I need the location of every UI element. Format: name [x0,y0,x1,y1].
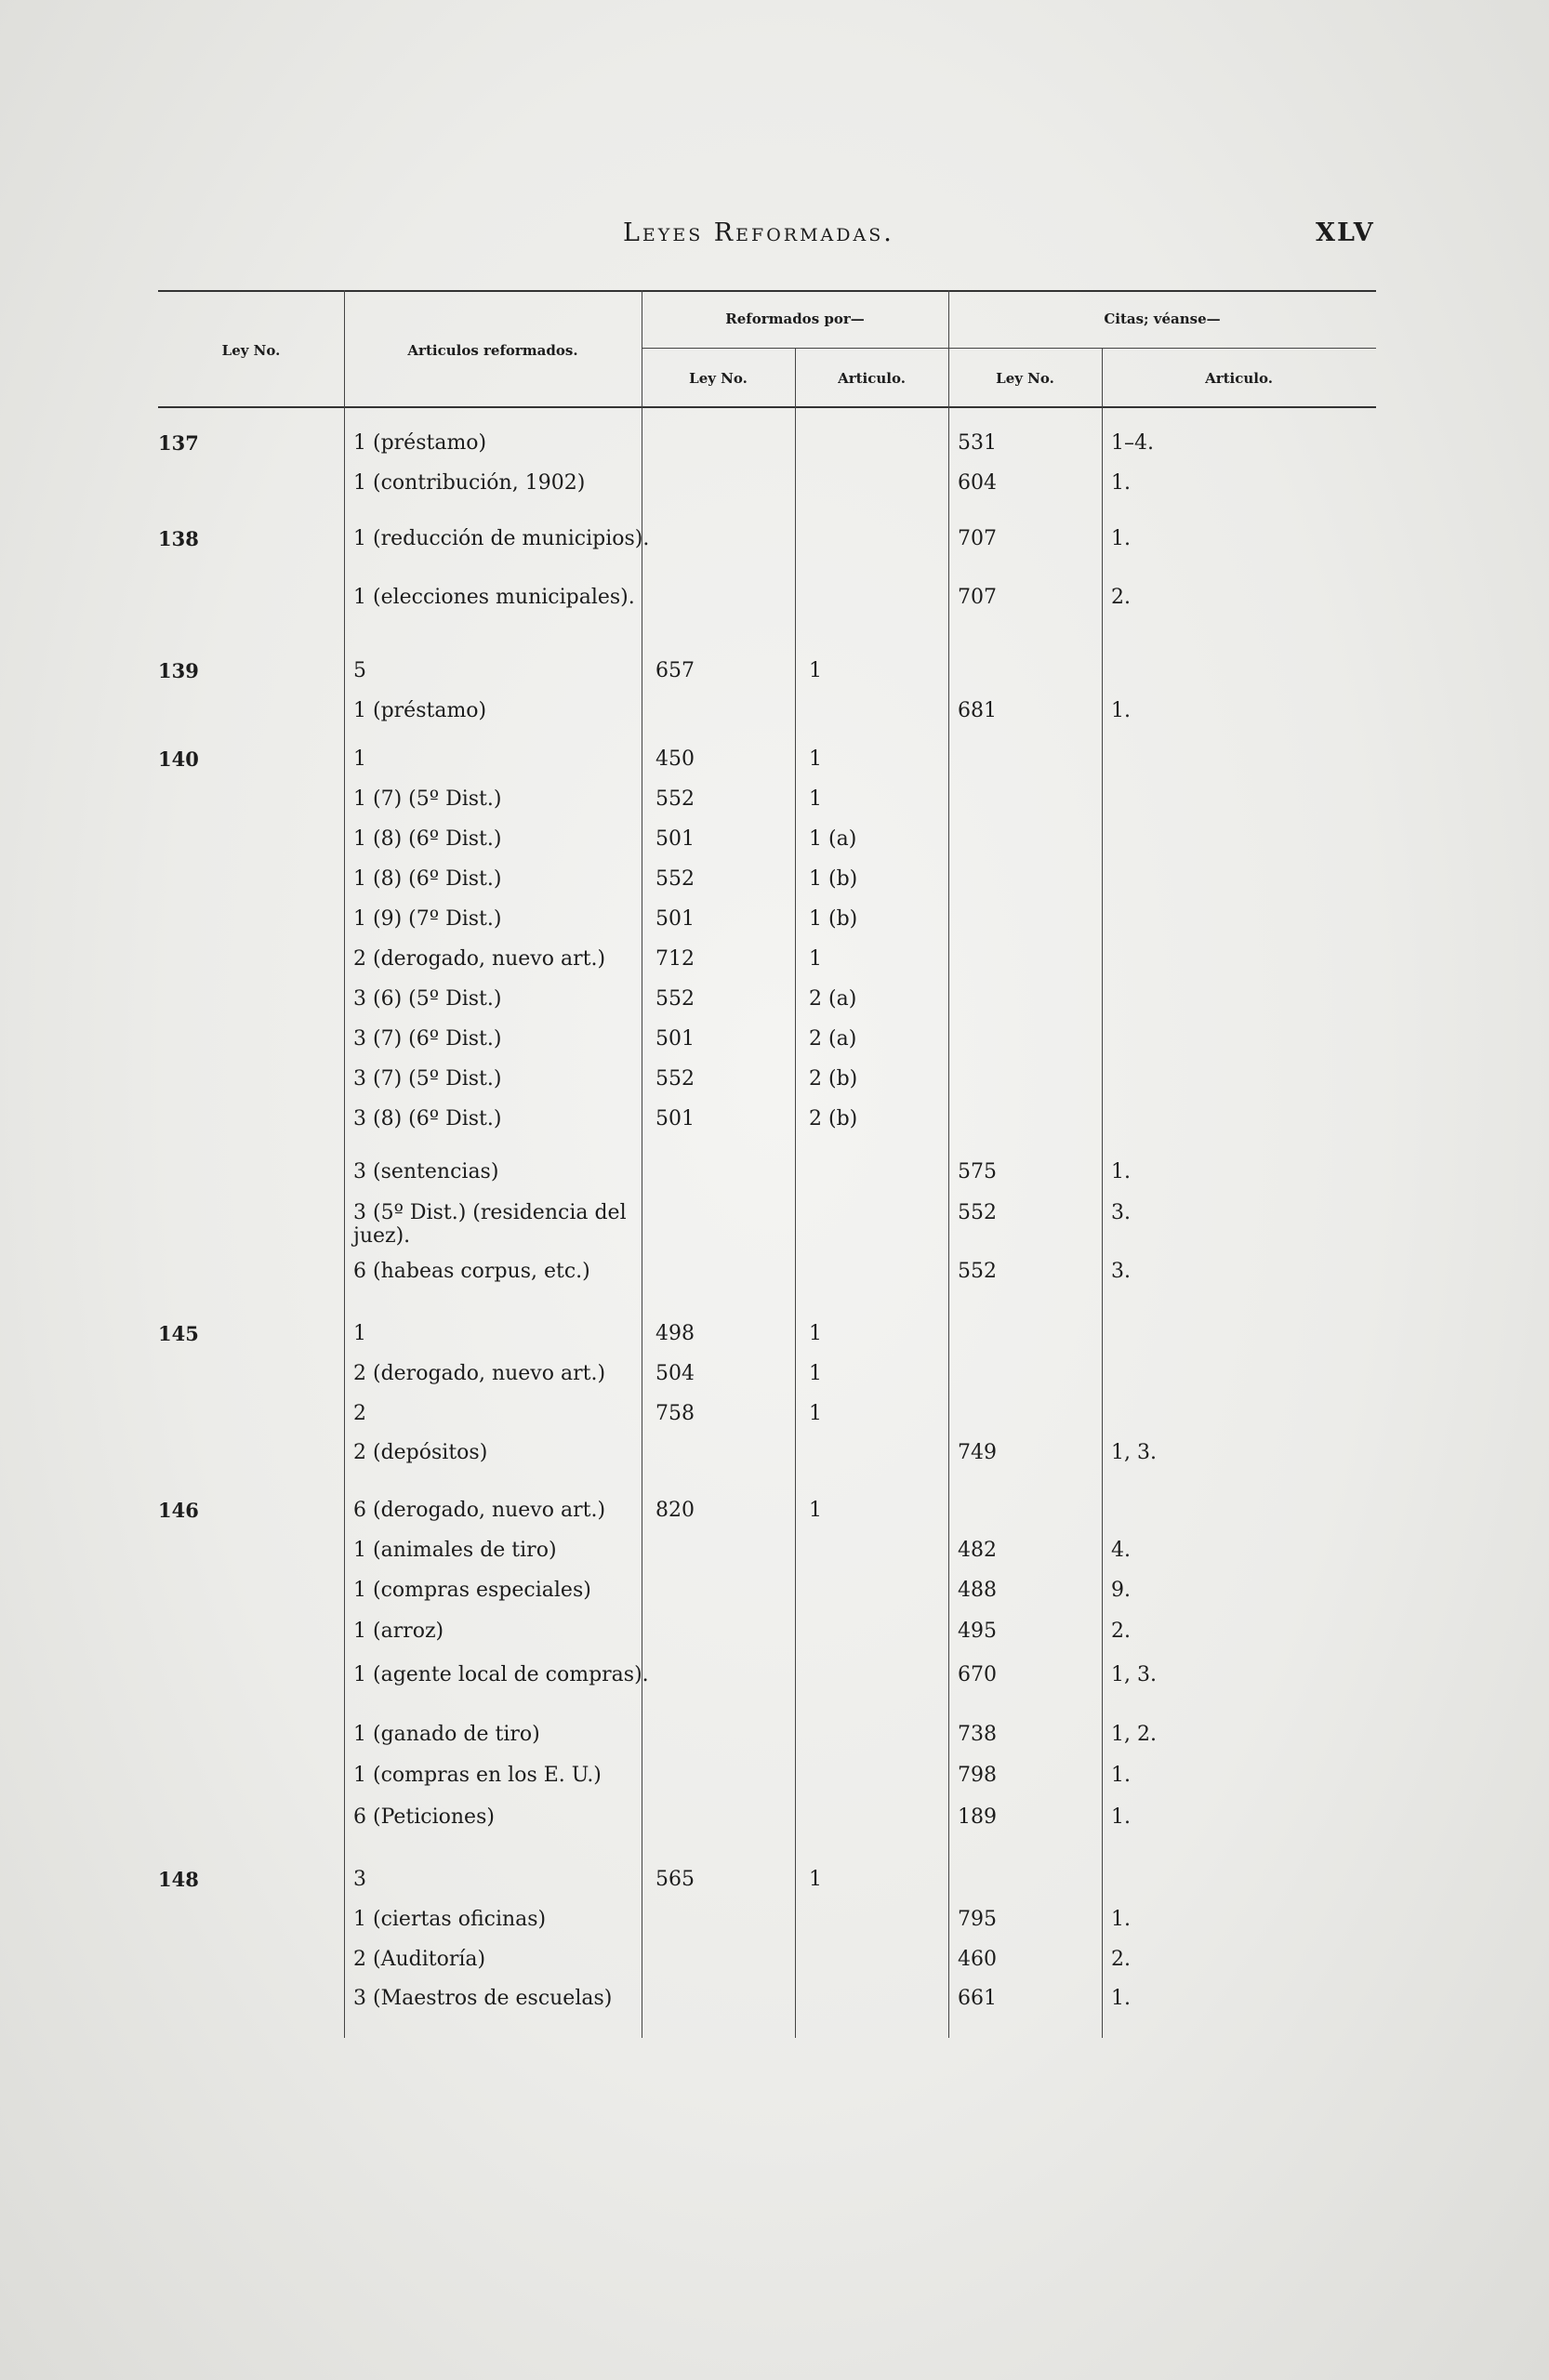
row-reformado-ley: 552 [655,867,695,891]
row-articulo: 1 (compras en los E. U.) [353,1764,602,1787]
column-divider [344,290,345,2038]
row-articulo: 3 (sentencias) [353,1160,499,1183]
row-ley-number: 145 [158,1322,199,1345]
running-title: Leyes Reformadas. [623,218,894,247]
row-reformado-ley: 501 [655,1027,695,1051]
row-cita-ley: 749 [958,1441,997,1464]
row-cita-articulo: 3. [1111,1260,1131,1283]
row-articulo: 1 (animales de tiro) [353,1539,557,1562]
row-articulo: 3 (5º Dist.) (residencia del juez). [353,1201,627,1248]
row-cita-articulo: 1, 3. [1111,1441,1157,1464]
row-cita-ley: 552 [958,1201,997,1224]
row-articulo: 6 (habeas corpus, etc.) [353,1260,590,1283]
row-articulo: 1 (reducción de municipios). [353,527,650,550]
row-articulo: 5 [353,659,366,682]
row-reformado-articulo: 2 (b) [809,1067,858,1091]
row-reformado-articulo: 1 (a) [809,827,857,851]
row-articulo: 1 (compras especiales) [353,1579,591,1602]
row-articulo: 1 (arroz) [353,1620,444,1643]
row-articulo: 1 (elecciones municipales). [353,586,635,609]
row-reformado-articulo: 1 (b) [809,907,858,931]
row-reformado-articulo: 2 (a) [809,1027,857,1051]
row-ley-number: 137 [158,431,199,455]
row-articulo: 1 (8) (6º Dist.) [353,827,502,851]
header-subrule [642,348,1376,349]
row-cita-ley: 738 [958,1723,997,1746]
row-cita-articulo: 3. [1111,1201,1131,1224]
row-cita-articulo: 1. [1111,1764,1131,1787]
row-articulo: 1 (9) (7º Dist.) [353,907,502,931]
row-reformado-articulo: 2 (b) [809,1107,858,1130]
row-articulo: 1 (préstamo) [353,431,487,455]
row-cita-ley: 552 [958,1260,997,1283]
row-reformado-articulo: 1 [809,659,822,682]
row-reformado-articulo: 1 [809,1499,822,1522]
row-cita-ley: 604 [958,471,997,495]
header-cit-ley: Ley No. [996,370,1054,387]
row-articulo: 3 (7) (5º Dist.) [353,1067,502,1091]
row-cita-articulo: 1. [1111,471,1131,495]
row-articulo: 3 [353,1868,366,1891]
row-reformado-articulo: 1 [809,1868,822,1891]
row-articulo: 1 [353,747,366,771]
row-cita-articulo: 1. [1111,699,1131,722]
row-reformado-articulo: 2 (a) [809,987,857,1011]
row-reformado-ley: 552 [655,987,695,1011]
table-top-rule [158,290,1376,292]
row-ley-number: 138 [158,527,199,550]
row-reformado-articulo: 1 (b) [809,867,858,891]
row-cita-ley: 707 [958,586,997,609]
row-articulo: 1 [353,1322,366,1345]
row-articulo: 1 (contribución, 1902) [353,471,586,495]
column-divider [948,290,949,2038]
row-cita-ley: 575 [958,1160,997,1183]
row-articulo: 1 (8) (6º Dist.) [353,867,502,891]
row-cita-ley: 670 [958,1663,997,1686]
column-divider [795,348,796,2038]
header-ref-ley: Ley No. [689,370,748,387]
row-articulo: 1 (ciertas oficinas) [353,1908,547,1931]
row-cita-ley: 482 [958,1539,997,1562]
row-cita-ley: 189 [958,1805,997,1829]
row-reformado-ley: 820 [655,1499,695,1522]
column-divider [1102,348,1103,2038]
row-reformado-articulo: 1 [809,747,822,771]
row-cita-ley: 681 [958,699,997,722]
header-ley-no: Ley No. [221,342,281,359]
row-articulo: 1 (ganado de tiro) [353,1723,540,1746]
row-cita-articulo: 1. [1111,1160,1131,1183]
row-cita-ley: 707 [958,527,997,550]
row-reformado-articulo: 1 [809,1322,822,1345]
row-cita-articulo: 2. [1111,1948,1131,1971]
row-cita-articulo: 1. [1111,1987,1131,2010]
row-cita-ley: 661 [958,1987,997,2010]
row-cita-ley: 798 [958,1764,997,1787]
row-cita-articulo: 9. [1111,1579,1131,1602]
row-reformado-ley: 450 [655,747,695,771]
row-articulo: 1 (agente local de compras). [353,1663,649,1686]
row-reformado-ley: 501 [655,827,695,851]
row-articulo: 3 (Maestros de escuelas) [353,1987,613,2010]
row-articulo: 3 (8) (6º Dist.) [353,1107,502,1130]
row-articulo: 2 (Auditoría) [353,1948,486,1971]
row-reformado-ley: 501 [655,1107,695,1130]
row-reformado-ley: 565 [655,1868,695,1891]
row-cita-articulo: 1. [1111,1908,1131,1931]
row-articulo: 3 (6) (5º Dist.) [353,987,502,1011]
row-reformado-ley: 712 [655,947,695,971]
row-cita-articulo: 1. [1111,1805,1131,1829]
row-articulo: 6 (derogado, nuevo art.) [353,1499,606,1522]
running-head [0,218,1549,256]
row-reformado-ley: 501 [655,907,695,931]
row-reformado-articulo: 1 [809,1362,822,1385]
row-reformado-ley: 758 [655,1402,695,1425]
header-reformados-por: Reformados por— [725,311,865,327]
row-reformado-articulo: 1 [809,947,822,971]
row-articulo: 2 [353,1402,366,1425]
row-cita-articulo: 1, 2. [1111,1723,1157,1746]
row-articulo: 3 (7) (6º Dist.) [353,1027,502,1051]
row-articulo: 2 (depósitos) [353,1441,488,1464]
row-reformado-ley: 504 [655,1362,695,1385]
row-reformado-articulo: 1 [809,1402,822,1425]
header-ref-art: Articulo. [838,370,906,387]
header-cit-art: Articulo. [1205,370,1273,387]
row-cita-ley: 795 [958,1908,997,1931]
row-ley-number: 139 [158,659,199,682]
row-ley-number: 146 [158,1499,199,1522]
laws-table [158,290,1376,2038]
row-cita-ley: 531 [958,431,997,455]
row-cita-articulo: 1, 3. [1111,1663,1157,1686]
row-cita-articulo: 1. [1111,527,1131,550]
header-citas: Citas; véanse— [1104,311,1221,327]
row-reformado-ley: 498 [655,1322,695,1345]
row-reformado-ley: 657 [655,659,695,682]
row-reformado-ley: 552 [655,1067,695,1091]
row-articulo: 1 (7) (5º Dist.) [353,787,502,811]
row-cita-articulo: 1–4. [1111,431,1154,455]
header-articulos: Articulos reformados. [407,342,578,359]
row-ley-number: 148 [158,1868,199,1891]
row-reformado-articulo: 1 [809,787,822,811]
page-number: XLV [1316,218,1375,247]
row-articulo: 2 (derogado, nuevo art.) [353,1362,606,1385]
row-cita-ley: 488 [958,1579,997,1602]
row-ley-number: 140 [158,747,199,771]
row-cita-articulo: 4. [1111,1539,1131,1562]
row-articulo: 6 (Peticiones) [353,1805,495,1829]
row-reformado-ley: 552 [655,787,695,811]
row-articulo: 2 (derogado, nuevo art.) [353,947,606,971]
row-articulo: 1 (préstamo) [353,699,487,722]
row-cita-ley: 460 [958,1948,997,1971]
table-header-rule [158,406,1376,408]
row-cita-articulo: 2. [1111,1620,1131,1643]
row-cita-articulo: 2. [1111,586,1131,609]
row-cita-ley: 495 [958,1620,997,1643]
